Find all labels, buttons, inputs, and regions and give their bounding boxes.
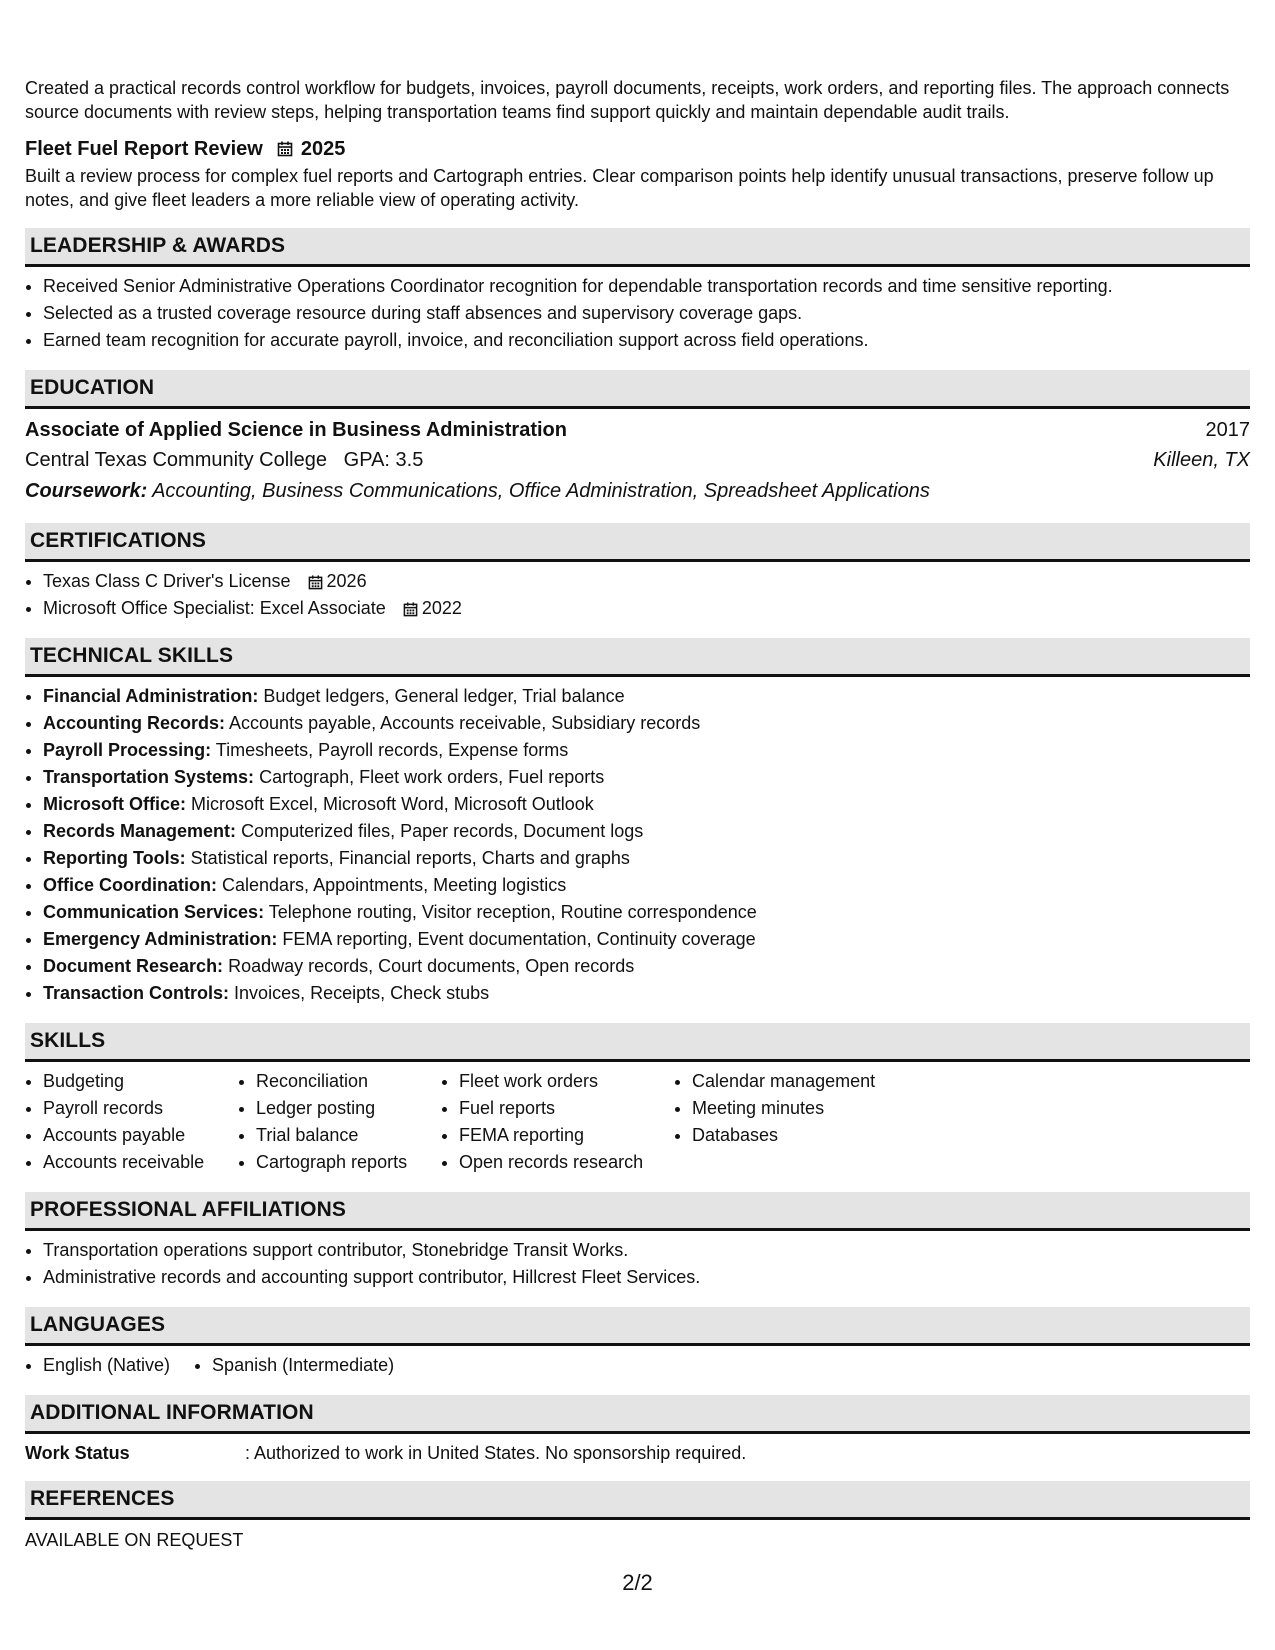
skill-values: Statistical reports, Financial reports, Charts and graphs [190, 848, 630, 868]
language-column [194, 1352, 418, 1379]
affiliations-list [25, 1237, 1250, 1291]
list-item: • Transportation operations support contributor, Stonebridge Transit Works. [43, 1237, 1250, 1264]
list-item: • Accounts payable [43, 1122, 238, 1149]
list-item: • Spanish (Intermediate) [212, 1352, 394, 1379]
calendar-icon [403, 602, 418, 617]
skill-values: Timesheets, Payroll records, Expense forms [215, 740, 569, 760]
education-degree: Associate of Applied Science in Business Administration [25, 419, 567, 441]
project-description: Built a review process for complex fuel reports and Cartograph entries. Clear comparison points help identify unusual transactions, preserve follow up notes, and give fleet leaders a more reliable view of operating activity. [25, 166, 1214, 210]
skill-values: Calendars, Appointments, Meeting logistics [222, 875, 567, 895]
list-item [43, 845, 1250, 872]
list-item: • Payroll records [43, 1095, 238, 1122]
section-education-heading: EDUCATION [25, 370, 1250, 409]
section-technical-skills-heading: TECHNICAL SKILLS [25, 638, 1250, 677]
section-leadership-heading: LEADERSHIP & AWARDS [25, 228, 1250, 267]
list-item: • Meeting minutes [692, 1095, 932, 1122]
section-references-heading: REFERENCES [25, 1481, 1250, 1520]
technical-skills-list [25, 683, 1250, 1007]
list-item: • Administrative records and accounting support contributor, Hillcrest Fleet Services. [43, 1264, 1250, 1291]
list-item: • Fuel reports [459, 1095, 674, 1122]
skill-values: Budget ledgers, General ledger, Trial balance [263, 686, 625, 706]
skill-values: FEMA reporting, Event documentation, Continuity coverage [282, 929, 756, 949]
list-item [43, 710, 1250, 737]
list-item: • English (Native) [43, 1352, 170, 1379]
calendar-icon [308, 575, 323, 590]
skill-category: Microsoft Office: [43, 794, 187, 814]
list-item: • Budgeting [43, 1068, 238, 1095]
section-skills-heading: SKILLS [25, 1023, 1250, 1062]
skills-column [238, 1068, 441, 1176]
skill-values: Cartograph, Fleet work orders, Fuel reports [259, 767, 605, 787]
intro-paragraph: Created a practical records control workflow for budgets, invoices, payroll documents, receipts, work orders, and reporting files. The approach connects source documents with review steps, helping transportation teams find support quickly and maintain dependable audit trails. [25, 78, 1230, 122]
project-title: Fleet Fuel Report Review [25, 138, 263, 160]
list-item [43, 926, 1250, 953]
list-item: • Trial balance [256, 1122, 441, 1149]
education-school-line [25, 445, 423, 475]
skills-grid [25, 1068, 1250, 1176]
list-item: • FEMA reporting [459, 1122, 674, 1149]
list-item: • Accounts receivable [43, 1149, 238, 1176]
education-school: Central Texas Community College [25, 449, 327, 471]
coursework-list: Accounting, Business Communications, Office Administration, Spreadsheet Applications [152, 480, 930, 502]
references-text: AVAILABLE ON REQUEST [25, 1530, 244, 1550]
list-item [43, 953, 1250, 980]
section-additional-heading: ADDITIONAL INFORMATION [25, 1395, 1250, 1434]
certification-name: Microsoft Office Specialist: Excel Associate [43, 598, 386, 618]
calendar-icon [277, 141, 293, 157]
list-item [43, 737, 1250, 764]
section-affiliations-heading: PROFESSIONAL AFFILIATIONS [25, 1192, 1250, 1231]
list-item [43, 818, 1250, 845]
skills-column [25, 1068, 238, 1176]
skill-category: Records Management: [43, 821, 237, 841]
education-gpa: GPA: 3.5 [343, 449, 424, 471]
education-degree-row [25, 415, 1250, 445]
list-item [43, 872, 1250, 899]
skill-values: Computerized files, Paper records, Document logs [241, 821, 644, 841]
list-item: • Ledger posting [256, 1095, 441, 1122]
certification-name: Texas Class C Driver's License [43, 571, 291, 591]
list-item: • Earned team recognition for accurate payroll, invoice, and reconciliation support across field operations. [43, 327, 1250, 354]
education-year: 2017 [1205, 419, 1250, 441]
list-item [43, 980, 1250, 1007]
languages-list [25, 1352, 1250, 1379]
education-location: Killeen, TX [1153, 449, 1250, 471]
skill-values: Roadway records, Court documents, Open records [228, 956, 635, 976]
work-status-label: Work Status [25, 1443, 130, 1463]
list-item [43, 568, 1250, 595]
skill-category: Emergency Administration: [43, 929, 278, 949]
list-item: • Fleet work orders [459, 1068, 674, 1095]
list-item: • Selected as a trusted coverage resource during staff absences and supervisory coverage gaps. [43, 300, 1250, 327]
skills-column [441, 1068, 674, 1176]
list-item [43, 899, 1250, 926]
certification-year: 2026 [326, 571, 367, 591]
skill-values: Accounts payable, Accounts receivable, Subsidiary records [229, 713, 701, 733]
education-school-row [25, 445, 1250, 475]
skill-values: Telephone routing, Visitor reception, Routine correspondence [268, 902, 757, 922]
skill-category: Transportation Systems: [43, 767, 255, 787]
section-certifications-heading: CERTIFICATIONS [25, 523, 1250, 562]
skill-category: Financial Administration: [43, 686, 259, 706]
section-languages-heading: LANGUAGES [25, 1307, 1250, 1346]
list-item: • Databases [692, 1122, 932, 1149]
language-column [25, 1352, 194, 1379]
skill-category: Transaction Controls: [43, 983, 230, 1003]
coursework-label: Coursework: [25, 480, 148, 502]
leadership-list [25, 273, 1250, 354]
skill-category: Accounting Records: [43, 713, 226, 733]
list-item [43, 791, 1250, 818]
list-item: • Received Senior Administrative Operations Coordinator recognition for dependable transportation records and time sensitive reporting. [43, 273, 1250, 300]
skill-category: Reporting Tools: [43, 848, 186, 868]
list-item [43, 595, 1250, 622]
list-item [43, 764, 1250, 791]
skill-category: Communication Services: [43, 902, 265, 922]
work-status-row [25, 1441, 1250, 1465]
work-status-value: : Authorized to work in United States. No sponsorship required. [245, 1443, 747, 1463]
skill-values: Microsoft Excel, Microsoft Word, Microsoft Outlook [191, 794, 594, 814]
list-item: • Cartograph reports [256, 1149, 441, 1176]
skill-category: Office Coordination: [43, 875, 217, 895]
page-number: 2/2 [622, 1570, 653, 1595]
skill-values: Invoices, Receipts, Check stubs [234, 983, 490, 1003]
certification-year: 2022 [421, 598, 462, 618]
certifications-list [25, 568, 1250, 622]
skill-category: Document Research: [43, 956, 224, 976]
skills-column [674, 1068, 932, 1176]
skill-category: Payroll Processing: [43, 740, 212, 760]
list-item [43, 683, 1250, 710]
list-item: • Reconciliation [256, 1068, 441, 1095]
list-item: • Calendar management [692, 1068, 932, 1095]
education-coursework [25, 475, 1250, 507]
list-item: • Open records research [459, 1149, 674, 1176]
education-entry [25, 415, 1250, 507]
project-title-row [25, 136, 1250, 162]
project-year: 2025 [300, 138, 346, 160]
resume-page [25, 76, 1250, 1551]
